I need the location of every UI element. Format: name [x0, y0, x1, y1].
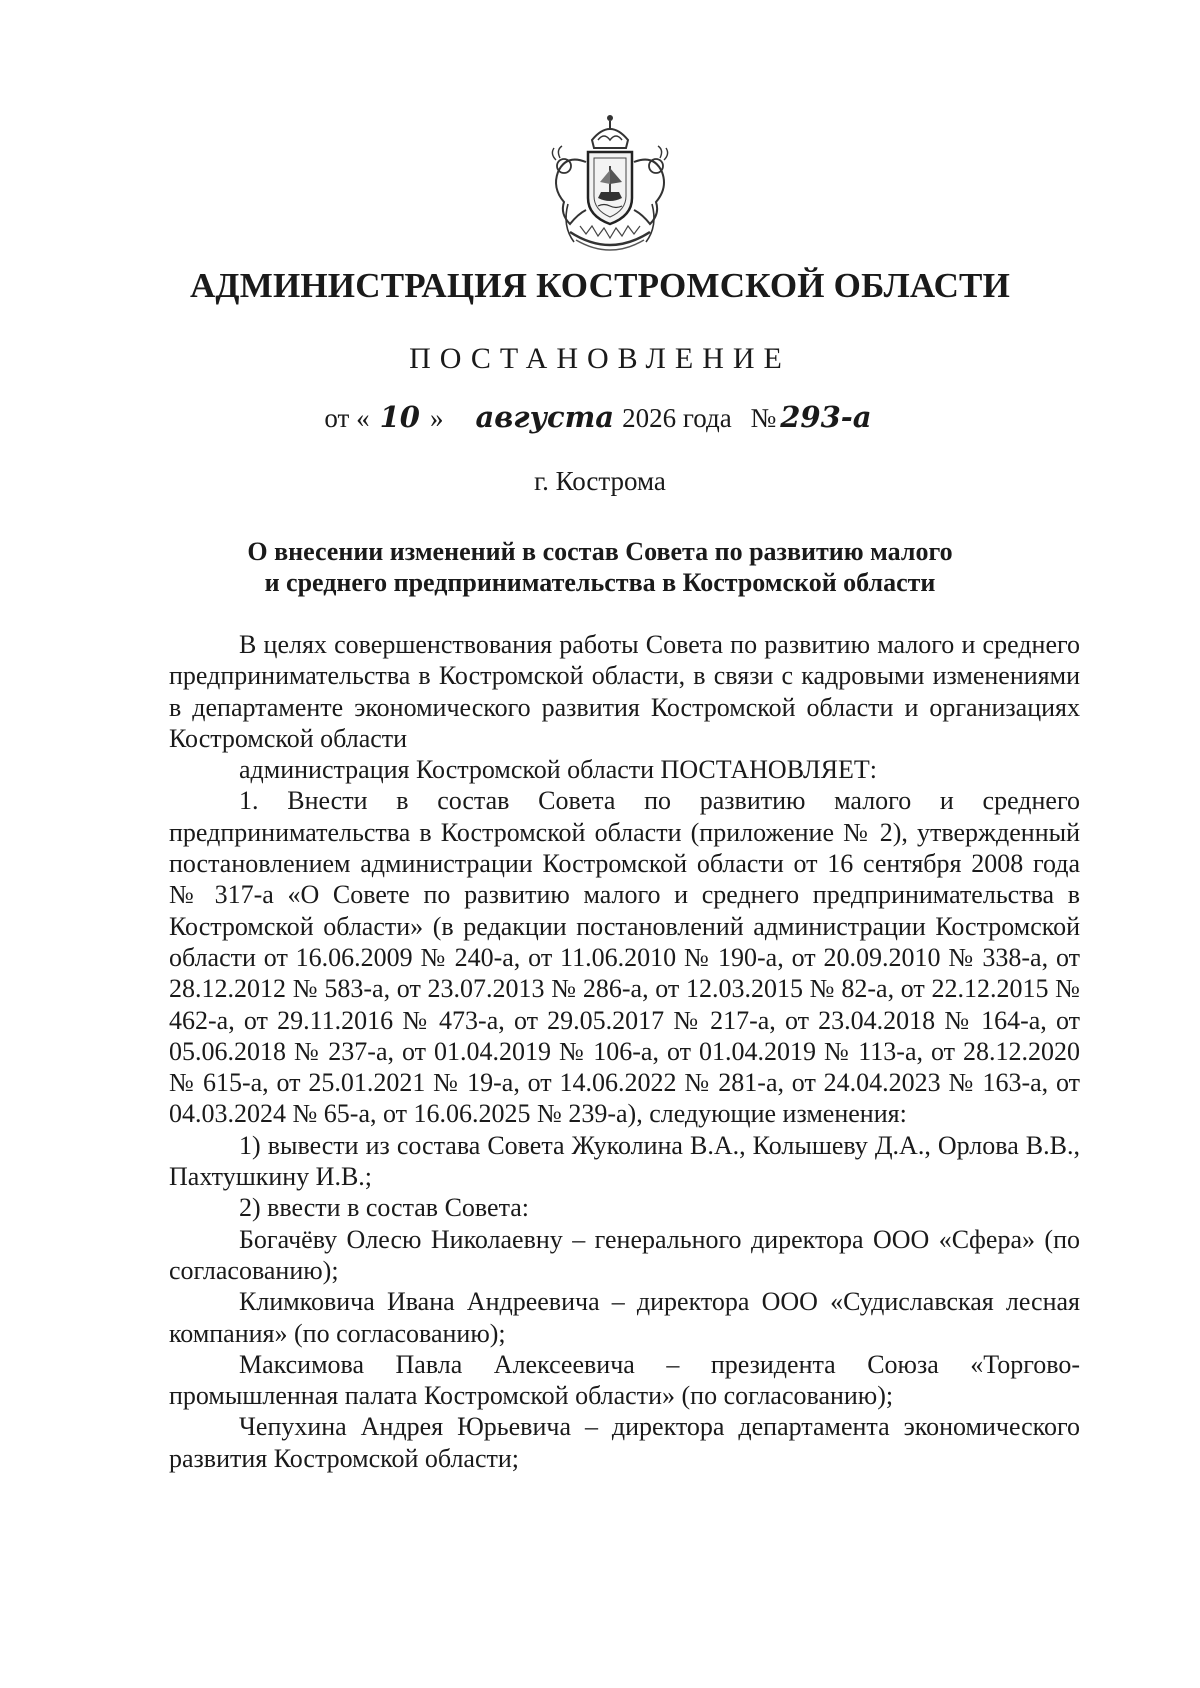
body-paragraph: В целях совершенствования работы Совета по развитию малого и среднего предпринимательства в Костромской области, в связи с кадровыми изменениями в департаменте экономического развития Костромской области и организациях Костромской области — [169, 630, 1080, 753]
document-type: ПОСТАНОВЛЕНИЕ — [409, 342, 791, 375]
body-paragraph: 1. Внести в состав Совета по развитию малого и среднего предпринимательства в Костромской области (приложение № 2), утвержденный постановлением администрации Костромской области от 16 сентября 2008 года № 317-а «О Совете по развитию малого и среднего предпринимательства в Костромской области» (в редакции постановлений администрации Костромской области от 16.06.2009 № 240-а, от 11.06.2010 № 190-а, от 20.09.2010 № 338-а, от 28.12.2012 № 583-а, от 23.07.2013 № 286-а, от 12.03.2015 № 82-а, от 22.12.2015 № 462-а, от 29.11.2016 № 473-а, от 29.05.2017 № 217-а, от 23.04.2018 № 164-а, от 05.06.2018 № 237-а, от 01.04.2019 № 106-а, от 01.04.2019 № 113-а, от 28.12.2020 № 615-а, от 25.01.2021 № 19-а, от 14.06.2022 № 281-а, от 24.04.2023 № 163-а, от 04.03.2024 № 65-а, от 16.06.2025 № 239-а), следующие изменения: — [169, 786, 1080, 1129]
body-paragraph: 1) вывести из состава Совета Жуколина В.А., Колышеву Д.А., Орлова В.В., Пахтушкину И.В.; — [169, 1130, 1080, 1192]
city-name: г. Кострома — [534, 466, 666, 496]
body-paragraph: 2) ввести в состав Совета: — [239, 1193, 530, 1223]
date-prefix: от « — [324, 403, 370, 433]
document-body — [169, 629, 1080, 1474]
handwritten-day: 10 — [379, 400, 420, 434]
handwritten-number: 293-а — [780, 400, 872, 434]
organization-title: АДМИНИСТРАЦИЯ КОСТРОМСКОЙ ОБЛАСТИ — [189, 266, 1011, 305]
body-paragraph: Чепухина Андрея Юрьевича – директора департамента экономического развития Костромской области; — [169, 1412, 1080, 1473]
date-day-close: » — [429, 403, 444, 433]
date-year: 2026 года — [622, 403, 732, 433]
body-paragraph: Максимова Павла Алексеевича – президента Союза «Торгово-промышленная палата Костромской области» (по согласованию); — [169, 1349, 1080, 1411]
handwritten-month: августа — [475, 400, 615, 434]
body-paragraph: администрация Костромской области ПОСТАНОВЛЯЕТ: — [239, 755, 878, 785]
subject-line: О внесении изменений в состав Совета по развитию малого — [247, 537, 953, 566]
date-line — [0, 400, 1200, 434]
body-paragraph: Богачёву Олесю Николаевну – генерального директора ООО «Сфера» (по согласованию); — [169, 1224, 1080, 1285]
coat-of-arms-icon — [540, 110, 680, 260]
number-label: № — [750, 403, 777, 433]
body-paragraph: Климковича Ивана Андреевича – директора ООО «Судиславская лесная компания» (по согласованию); — [169, 1287, 1080, 1348]
subject-line: и среднего предпринимательства в Костромской области — [264, 568, 936, 597]
document-subject — [0, 536, 1200, 598]
